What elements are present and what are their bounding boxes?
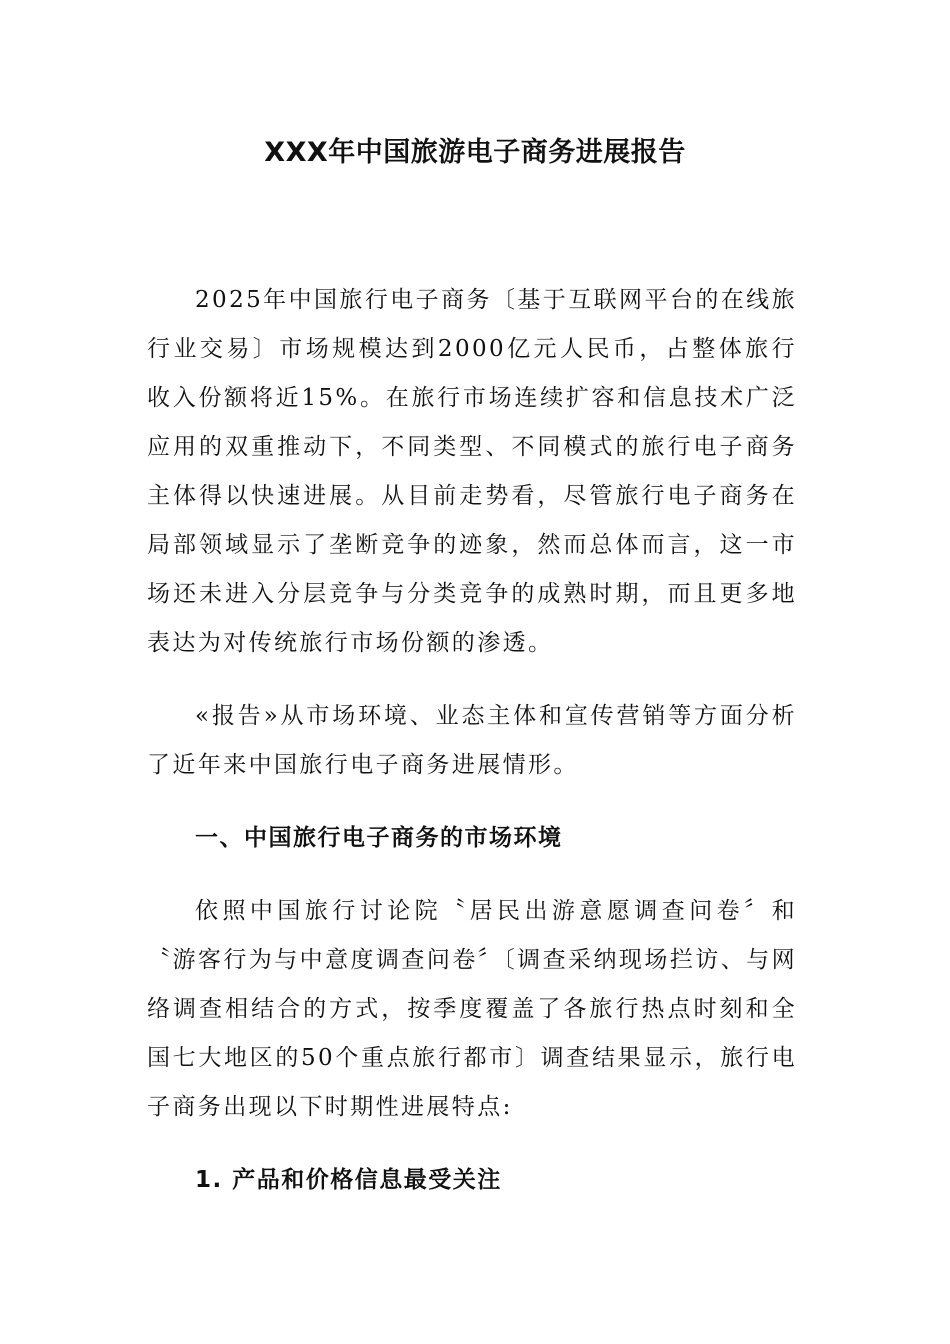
document-body: [147, 276, 797, 1205]
paragraph-gap: [147, 863, 797, 887]
paragraph-intro: 2025年中国旅行电子商务〔基于互联网平台的在线旅行业交易〕市场规模达到2000亿元人民币，占整体旅行收入份额将近15%。在旅行市场连续扩容和信息技术广泛应用的双重推动下，不同类型、不同模式的旅行电子商务主体得以快速进展。从目前走势看，尽管旅行电子商务在局部领域显示了垄断竞争的迹象，然而总体而言，这一市场还未进入分层竞争与分类竞争的成熟时期，而且更多地表达为对传统旅行市场份额的渗透。: [147, 287, 797, 656]
paragraph-report-summary: «报告»从市场环境、业态主体和宣传营销等方面分析了近年来中国旅行电子商务进展情形。: [147, 703, 797, 778]
subsection-heading-product-price: 1. 产品和价格信息最受关注: [195, 1167, 502, 1193]
paragraph-gap: [147, 668, 797, 692]
document-title: XXX年中国旅游电子商务进展报告: [264, 137, 686, 168]
paragraph-gap: [147, 1132, 797, 1156]
paragraph-gap: [147, 790, 797, 814]
section-heading-market-environment: 一、中国旅行电子商务的市场环境: [195, 825, 563, 851]
paragraph-survey: 依照中国旅行讨论院〝居民出游意愿调查问卷〞和〝游客行为与中意度调查问卷〞〔调查采纳现场拦访、与网络调查相结合的方式，按季度覆盖了各旅行热点时刻和全国七大地区的50个重点旅行都市〕调查结果显示，旅行电子商务出现以下时期性进展特点:: [147, 898, 797, 1120]
